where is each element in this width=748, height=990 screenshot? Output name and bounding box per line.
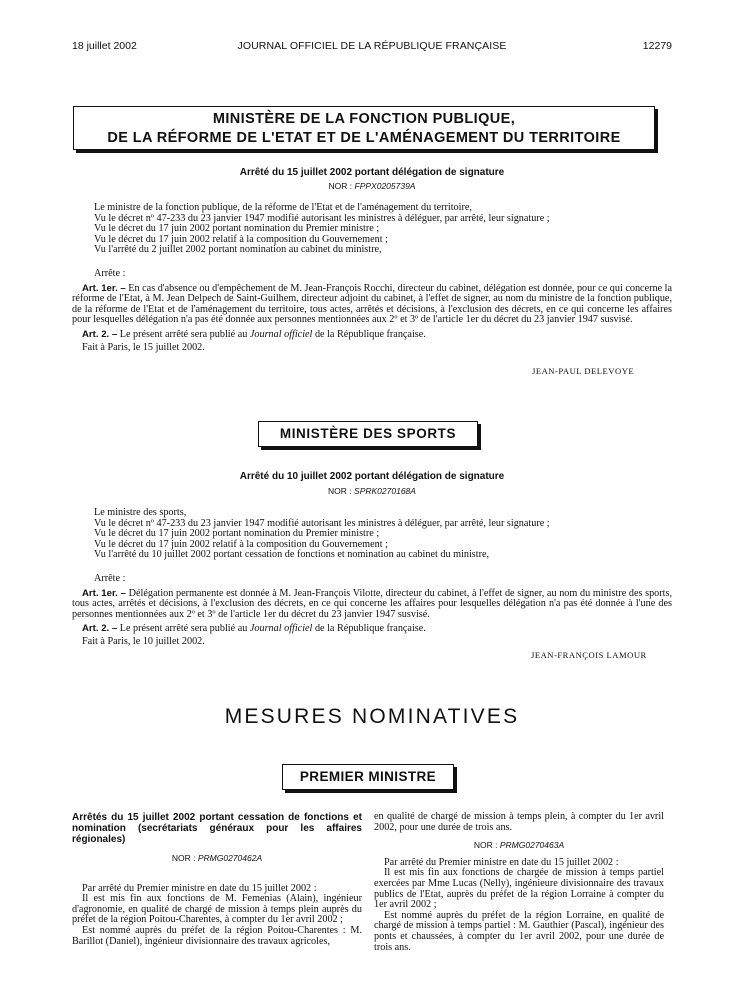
visa-line: Vu le décret nº 47-233 du 23 janvier 1947 modifié autorisant les ministres à déléguer, par arrêté, leur signature ;: [94, 517, 550, 529]
article-1-text: Délégation permanente est donnée à M. Jean-François Vilotte, directeur du cabinet, à l'effet de signer, au nom du ministre des sports, tous actes, arrêtés et décisions, à l'exclusion des décrets, en ce qui concerne les affaires pour lesquelles délégation n'a pas été donnée à l'une des personnes mentionnées aux 2º et 3º de l'article 1er du décret du 23 janvier 1947 susvisé.: [72, 587, 673, 620]
decree-body: [72, 269, 672, 353]
article-2-label: Art. 2. –: [82, 623, 118, 635]
section-heading-mesures-nominatives: MESURES NOMINATIVES: [224, 705, 520, 728]
nor-value: PRMG0270462A: [197, 853, 263, 863]
ministry-box-fonction-publique: [73, 106, 655, 150]
article-1-label: Art. 1er. –: [82, 282, 126, 294]
page-header: [72, 40, 672, 54]
nor-value: FPPX0205739A: [354, 181, 416, 191]
decree-title: Arrêté du 10 juillet 2002 portant délégation de signature: [239, 471, 505, 482]
nor-label: NOR :: [328, 181, 353, 191]
article-1: [72, 284, 672, 326]
ministry-box-line-1: MINISTÈRE DE LA FONCTION PUBLIQUE,: [212, 111, 516, 127]
nor-value: PRMG0270463A: [499, 840, 565, 851]
decree-body: [72, 574, 672, 648]
nor-label: NOR :: [328, 486, 352, 496]
arrete-label: Arrête :: [94, 573, 126, 584]
nor-label: NOR :: [473, 840, 498, 851]
nor-reference: [72, 181, 672, 191]
article-1-text: En cas d'absence ou d'empêchement de M. Jean-François Rocchi, directeur du cabinet, délégation est donnée, pour ce qui concerne la réforme de l'Etat, à M. Jean Delpech de Saint-Guilhem, directeur adjoint du cabinet, à l'effet de signer, au nom du ministre de la fonction publique, de la réforme de l'Etat et de l'aménagement du territoire, tous actes, arrêtés et décisions, à l'exclusion des décrets, en ce qui concerne les affaires pour lesquelles délégation n'a pas été donnée aux personnes mentionnées aux 2º et 3º de l'article 1er du décret du 23 janvier 1947 susvisé.: [72, 282, 673, 326]
decree-paragraph: Il est mis fin aux fonctions de M. Femenias (Alain), ingénieur d'agronomie, en qualité de chargé de mission à temps plein auprès du préfet de la région Poitou-Charentes, à compter du 1er avril 2002 ;: [72, 893, 362, 926]
article-2: [72, 330, 672, 341]
article-2-text-b: de la République française.: [312, 328, 426, 340]
nor-label: NOR :: [171, 853, 196, 863]
decree-visas: [72, 508, 672, 561]
fait-a-paris: Fait à Paris, le 15 juillet 2002.: [82, 341, 205, 353]
visa-line: Vu le décret du 17 juin 2002 relatif à la composition du Gouvernement ;: [94, 538, 388, 550]
signature: JEAN-PAUL DELEVOYE: [532, 366, 635, 376]
decree-paragraph: Il est mis fin aux fonctions de chargée de mission à temps partiel exercées par Mme Lucas (Nelly), ingénieure divisionnaire des travaux publics de l'Etat, auprès du préfet de la région Lorraine à compter du 1er avril 2002 ;: [374, 867, 664, 911]
article-2-label: Art. 2. –: [82, 328, 118, 340]
ministry-box-premier-ministre: PREMIER MINISTRE: [282, 764, 454, 790]
nor-reference: [374, 840, 664, 851]
journal-officiel-ref: Journal officiel: [249, 328, 313, 340]
nor-value: SPRK0270168A: [354, 486, 416, 496]
journal-officiel-ref: Journal officiel: [249, 623, 313, 635]
decree-paragraph: Est nommé auprès du préfet de la région Poitou-Charentes : M. Barillot (Daniel), ingénieur divisionnaire des travaux agricoles,: [72, 924, 362, 947]
article-1: [72, 589, 672, 621]
visa-line: Le ministre des sports,: [94, 507, 187, 518]
visa-line: Vu le décret du 17 juin 2002 relatif à la composition du Gouvernement ;: [94, 233, 388, 245]
ministry-box-line-2: DE LA RÉFORME DE L'ETAT ET DE L'AMÉNAGEMENT DU TERRITOIRE: [107, 130, 621, 146]
visa-line: Vu l'arrêté du 10 juillet 2002 portant cessation de fonctions et nomination au cabinet du ministre,: [94, 549, 490, 561]
decree-paragraph: en qualité de chargé de mission à temps plein, à compter du 1er avril 2002, pour une durée de trois ans.: [374, 811, 664, 833]
visa-line: Le ministre de la fonction publique, de la réforme de l'Etat et de l'aménagement du territoire,: [94, 202, 472, 213]
header-journal-title: JOURNAL OFFICIEL DE LA RÉPUBLIQUE FRANÇAISE: [237, 40, 507, 52]
article-1-label: Art. 1er. –: [82, 587, 126, 599]
visa-line: Vu le décret nº 47-233 du 23 janvier 1947 modifié autorisant les ministres à déléguer, par arrêté, leur signature ;: [94, 212, 550, 224]
visa-line: Vu l'arrêté du 2 juillet 2002 portant nomination au cabinet du ministre,: [94, 244, 382, 256]
decree-title: Arrêtés du 15 juillet 2002 portant cessation de fonctions et nomination (secrétariats généraux pour les affaires régionales): [72, 812, 362, 845]
header-page-number: 12279: [642, 40, 672, 52]
article-2-text-b: de la République française.: [312, 623, 426, 635]
ministry-box-sports: MINISTÈRE DES SPORTS: [258, 421, 478, 447]
decree-title: Arrêté du 15 juillet 2002 portant délégation de signature: [239, 167, 505, 178]
article-2: [72, 624, 672, 635]
signature: JEAN-FRANÇOIS LAMOUR: [531, 650, 647, 660]
nor-reference: [72, 853, 362, 864]
article-2-text-a: Le présent arrêté sera publié au: [119, 623, 250, 635]
column-right: [374, 812, 664, 953]
header-date: 18 juillet 2002: [72, 40, 137, 52]
nor-reference: [72, 486, 672, 496]
decree-paragraph: Est nommé auprès du préfet de la région Lorraine, en qualité de chargé de mission à temps partiel : M. Gauthier (Pascal), ingénieur des ponts et chaussées, à compter du 1er avril 2002, pour une durée de trois ans.: [374, 909, 664, 953]
column-left: [72, 812, 362, 947]
article-2-text-a: Le présent arrêté sera publié au: [119, 328, 250, 340]
arrete-label: Arrête :: [94, 268, 126, 279]
visa-line: Vu le décret du 17 juin 2002 portant nomination du Premier ministre ;: [94, 223, 380, 235]
decree-paragraph: Par arrêté du Premier ministre en date du 15 juillet 2002 :: [82, 882, 317, 894]
fait-a-paris: Fait à Paris, le 10 juillet 2002.: [82, 635, 205, 647]
decree-paragraph: Par arrêté du Premier ministre en date du 15 juillet 2002 :: [384, 856, 619, 868]
decree-visas: [72, 203, 672, 256]
visa-line: Vu le décret du 17 juin 2002 portant nomination du Premier ministre ;: [94, 528, 380, 540]
